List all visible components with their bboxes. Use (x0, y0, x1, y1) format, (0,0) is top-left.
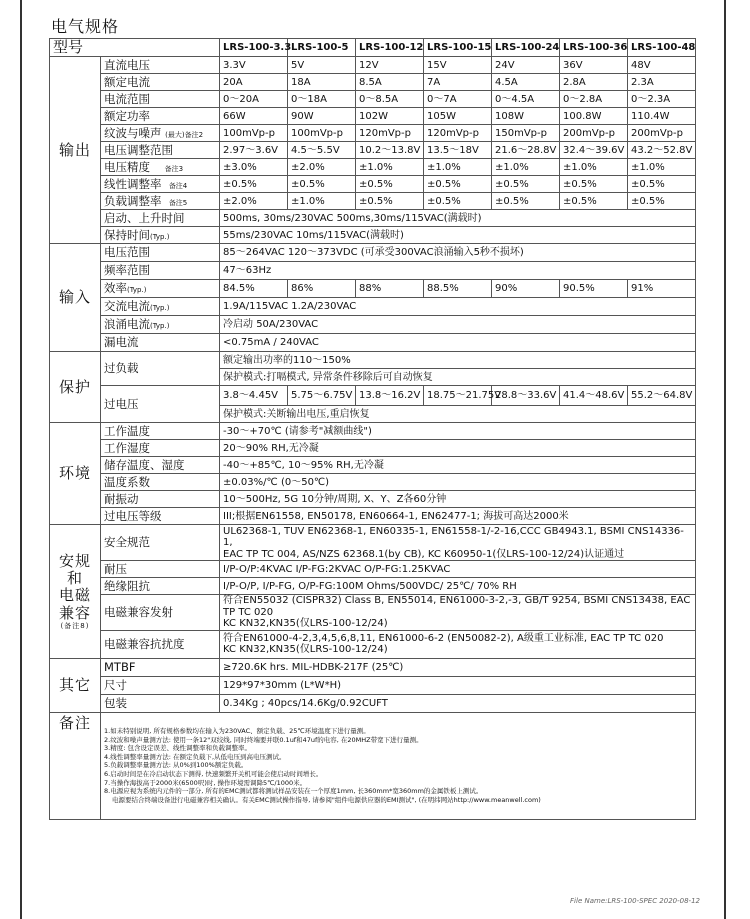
text-line: KC KN32,KN35(仅LRS-100-12/24) (223, 644, 388, 656)
cell: ±0.5% (288, 176, 356, 193)
row-label: 额定电流 (101, 74, 220, 91)
row-label: 电流范围 (101, 91, 220, 108)
cell: ±0.5% (560, 193, 628, 210)
cell-wide: 47～63Hz (220, 262, 696, 280)
cell: 10.2～13.8V (356, 142, 424, 159)
cell: ±0.5% (424, 193, 492, 210)
model-label: 型号 (50, 39, 220, 57)
cell: ±0.5% (628, 193, 696, 210)
cell-wide: 500ms, 30ms/230VAC 500ms,30ms/115VAC(满载时) (220, 210, 696, 227)
cell-wide: <0.75mA / 240VAC (220, 334, 696, 352)
section-environment: 环境 (50, 423, 101, 525)
cell: ±0.5% (492, 176, 560, 193)
label-note: 备注3 (164, 164, 184, 173)
cell: ±0.5% (356, 193, 424, 210)
row-label (101, 176, 220, 193)
cell: 88% (356, 280, 424, 298)
label-text: 交流电流 (104, 299, 150, 314)
row-label: 尺寸 (101, 676, 220, 694)
row-label: 工作温度 (101, 423, 220, 440)
cell: 2.3A (628, 74, 696, 91)
cell: 100.8W (560, 108, 628, 125)
cell: 41.4～48.6V (560, 386, 628, 406)
cell: 13.8～16.2V (356, 386, 424, 406)
text-line: EAC TP TC 004, AS/NZS 62368.1(by CB), KC K60950-1(仅LRS-100-12/24)认证通过 (223, 548, 625, 560)
cell: 91% (628, 280, 696, 298)
row-label: 耐压 (101, 561, 220, 578)
label-text: 纹波与噪声 (104, 125, 162, 140)
cell: ±3.0% (220, 159, 288, 176)
row-label: 直流电压 (101, 57, 220, 74)
cell-wide: I/P-O/P, I/P-FG, O/P-FG:100M Ohms/500VDC/ 25℃/ 70% RH (220, 578, 696, 595)
cell: 0～2.8A (560, 91, 628, 108)
section-protection: 保护 (50, 352, 101, 423)
label-note: (Typ.) (150, 232, 170, 241)
row-label: 储存温度、湿度 (101, 457, 220, 474)
row-label: 包装 (101, 694, 220, 712)
label-text: 效率 (104, 281, 127, 296)
label-note: 备注5 (168, 198, 188, 207)
row-label: 额定功率 (101, 108, 220, 125)
cell: ±2.0% (288, 159, 356, 176)
cell: 18A (288, 74, 356, 91)
cell-wide: 保护模式:关断输出电压,重启恢复 (220, 406, 696, 423)
section-line: 和 (66, 569, 83, 588)
row-label: 漏电流 (101, 334, 220, 352)
row-label: 过电压等级 (101, 508, 220, 525)
cell: ±1.0% (424, 159, 492, 176)
cell: 88.5% (424, 280, 492, 298)
cell: 86% (288, 280, 356, 298)
row-label (101, 159, 220, 176)
cell: 13.5～18V (424, 142, 492, 159)
label-text: 线性调整率 (104, 176, 162, 191)
model-name: LRS-100-24 (492, 39, 560, 57)
cell: 150mVp-p (492, 125, 560, 142)
cell-wide (220, 630, 696, 658)
row-label (101, 298, 220, 316)
cell: 2.8A (560, 74, 628, 91)
note-line: 1.如未特别说明, 所有规格参数均在输入为230VAC、额定负载、25℃环境温度下进行量测。 (104, 727, 370, 736)
file-name-footer: File Name:LRS-100-SPEC 2020-08-12 (570, 897, 700, 905)
cell-wide: 冷启动 50A/230VAC (220, 316, 696, 334)
cell: 90% (492, 280, 560, 298)
row-label: MTBF (101, 658, 220, 676)
row-label: 过电压 (101, 386, 220, 423)
note-line: 2.纹波和噪声量测方法: 使用一条12"双绞线, 同时终端要并联0.1uf和47uf的电容, 在20MHZ带宽下进行量测。 (104, 735, 423, 744)
row-label: 电压调整范围 (101, 142, 220, 159)
cell: 36V (560, 57, 628, 74)
cell: ±0.5% (492, 193, 560, 210)
cell: 18.75～21.75V (424, 386, 492, 406)
row-label (101, 125, 220, 142)
cell: ±1.0% (356, 159, 424, 176)
row-label: 电压范围 (101, 244, 220, 262)
cell: 84.5% (220, 280, 288, 298)
note-line: 5.负载调整率量测方法: 从0%到100%额定负载。 (104, 761, 248, 770)
cell: 0～2.3A (628, 91, 696, 108)
section-notes: 备注 (50, 712, 101, 819)
cell: 24V (492, 57, 560, 74)
row-label: 耐振动 (101, 491, 220, 508)
spec-table (49, 38, 696, 820)
section-line: 电磁 (58, 586, 91, 605)
cell: 120mVp-p (424, 125, 492, 142)
cell-wide: 保护模式:打嗝模式, 异常条件移除后可自动恢复 (220, 369, 696, 386)
section-line: 安规 (58, 551, 91, 570)
section-output: 输出 (50, 57, 101, 244)
cell: 108W (492, 108, 560, 125)
section-input: 输入 (50, 244, 101, 352)
page-title: 电气规格 (51, 17, 120, 36)
note-line: 6.启动时间是在冷启动状态下测得, 快速频繁开关机可能会使启动时间增长。 (104, 770, 323, 779)
section-note: (备注8) (60, 621, 90, 630)
model-name: LRS-100-12 (356, 39, 424, 57)
cell: 90W (288, 108, 356, 125)
cell: 90.5% (560, 280, 628, 298)
cell: 15V (424, 57, 492, 74)
row-label: 频率范围 (101, 262, 220, 280)
cell: 3.8～4.45V (220, 386, 288, 406)
cell: 102W (356, 108, 424, 125)
model-name: LRS-100-15 (424, 39, 492, 57)
cell-wide (220, 525, 696, 561)
cell: 4.5A (492, 74, 560, 91)
section-line: 兼容 (58, 603, 91, 622)
model-name: LRS-100-36 (560, 39, 628, 57)
label-text: 电压精度 (104, 159, 150, 174)
cell: 0～7A (424, 91, 492, 108)
cell-wide: 55ms/230VAC 10ms/115VAC(满载时) (220, 227, 696, 244)
row-label: 启动、上升时间 (101, 210, 220, 227)
cell-wide: ±0.03%/℃ (0～50℃) (220, 474, 696, 491)
cell-wide: I/P-O/P:4KVAC I/P-FG:2KVAC O/P-FG:1.25KVAC (220, 561, 696, 578)
cell: 200mVp-p (560, 125, 628, 142)
section-others: 其它 (50, 658, 101, 712)
cell: 43.2～52.8V (628, 142, 696, 159)
header-row (50, 39, 696, 57)
notes-cell (101, 712, 696, 819)
text-line: 符合EN61000-4-2,3,4,5,6,8,11, EN61000-6-2 (EN50082-2), A级重工业标准, EAC TP TC 020 (223, 632, 664, 644)
text-line: 符合EN55032 (CISPR32) Class B, EN55014, EN61000-3-2,-3, GB/T 9254, BSMI CNS13438, EAC TP TC 020 (223, 595, 691, 618)
row-label (101, 193, 220, 210)
cell: 21.6～28.8V (492, 142, 560, 159)
cell: 12V (356, 57, 424, 74)
label-note: (Typ.) (127, 286, 147, 295)
note-line: 4.线性调整率量测方法: 在额定负载下,从低电压到高电压测试。 (104, 752, 286, 761)
row-label (101, 280, 220, 298)
cell: ±1.0% (560, 159, 628, 176)
cell: 3.3V (220, 57, 288, 74)
section-safety-emc (50, 525, 101, 659)
row-label: 工作湿度 (101, 440, 220, 457)
cell: ±2.0% (220, 193, 288, 210)
cell-wide: 85～264VAC 120～373VDC (可承受300VAC浪涌输入5秒不损坏) (220, 244, 696, 262)
row-label: 安全规范 (101, 525, 220, 561)
cell: 5V (288, 57, 356, 74)
cell-wide: ≥720.6K hrs. MIL-HDBK-217F (25℃) (220, 658, 696, 676)
label-text: 浪涌电流 (104, 317, 150, 332)
cell: 0～20A (220, 91, 288, 108)
cell: ±1.0% (628, 159, 696, 176)
model-name: LRS-100-48 (628, 39, 696, 57)
cell: 32.4～39.6V (560, 142, 628, 159)
cell: 105W (424, 108, 492, 125)
cell: ±0.5% (220, 176, 288, 193)
cell: ±0.5% (628, 176, 696, 193)
cell: 0～8.5A (356, 91, 424, 108)
model-name: LRS-100-3.3 (220, 39, 288, 57)
text-line: UL62368-1, TUV EN62368-1, EN60335-1, EN61558-1/-2-16,CCC GB4943.1, BSMI CNS14336-1, (223, 525, 684, 548)
cell-wide: 10～500Hz, 5G 10分钟/周期, X、Y、Z各60分钟 (220, 491, 696, 508)
note-line: 7.当操作海拔高于2000米(6500呎)时, 操作环境需调降5℃/1000米。 (104, 778, 307, 787)
cell: 20A (220, 74, 288, 91)
cell-wide: 0.34Kg ; 40pcs/14.6Kg/0.92CUFT (220, 694, 696, 712)
cell: 4.5～5.5V (288, 142, 356, 159)
cell: 48V (628, 57, 696, 74)
row-label: 温度系数 (101, 474, 220, 491)
cell-wide: 1.9A/115VAC 1.2A/230VAC (220, 298, 696, 316)
cell: 28.8～33.6V (492, 386, 560, 406)
cell: 8.5A (356, 74, 424, 91)
cell: 2.97～3.6V (220, 142, 288, 159)
note-line: 3.精度: 包含设定误差、线性调整率和负载调整率。 (104, 744, 251, 753)
cell-wide: -30～+70℃ (请参考"减额曲线") (220, 423, 696, 440)
label-text: 负载调整率 (104, 193, 162, 208)
row-label: 绝缘阻抗 (101, 578, 220, 595)
cell-wide: 额定输出功率的110～150% (220, 352, 696, 369)
cell-wide: 129*97*30mm (L*W*H) (220, 676, 696, 694)
cell: 200mVp-p (628, 125, 696, 142)
row-label: 过负载 (101, 352, 220, 386)
cell: ±0.5% (560, 176, 628, 193)
cell: 55.2～64.8V (628, 386, 696, 406)
cell: 110.4W (628, 108, 696, 125)
cell: 100mVp-p (288, 125, 356, 142)
model-name: LRS-100-5 (288, 39, 356, 57)
cell: ±1.0% (288, 193, 356, 210)
cell: 0～18A (288, 91, 356, 108)
label-note: (最大)备注2 (165, 130, 204, 139)
row-label: 电磁兼容发射 (101, 595, 220, 631)
cell: ±1.0% (492, 159, 560, 176)
row-label (101, 227, 220, 244)
cell: ±0.5% (424, 176, 492, 193)
row-label (101, 316, 220, 334)
note-line: 8.电源应视为系统内元件的一部分, 所有的EMC测试都将测试样品安装在一个厚度1mm, 长360mm*宽360mm的金属铁板上测试。 (104, 787, 483, 796)
row-label: 电磁兼容抗扰度 (101, 630, 220, 658)
cell: 66W (220, 108, 288, 125)
text-line: KC KN32,KN35(仅LRS-100-12/24) (223, 618, 388, 630)
label-note: (Typ.) (150, 304, 170, 313)
note-line: 电源要结合终端设备进行电磁兼容相关确认。有关EMC测试操作指导, 请参阅"组件电源供应器的EMI测试", (在明纬网站http://www.meanwell.com) (112, 795, 541, 804)
label-text: 保持时间 (104, 227, 150, 242)
cell: 5.75～6.75V (288, 386, 356, 406)
cell-wide (220, 595, 696, 631)
cell-wide: III;根据EN61558, EN50178, EN60664-1, EN62477-1; 海拔可高达2000米 (220, 508, 696, 525)
cell: 120mVp-p (356, 125, 424, 142)
cell: 0～4.5A (492, 91, 560, 108)
cell: 100mVp-p (220, 125, 288, 142)
label-note: 备注4 (168, 181, 188, 190)
cell-wide: 20～90% RH,无冷凝 (220, 440, 696, 457)
label-note: (Typ.) (150, 322, 170, 331)
cell: 7A (424, 74, 492, 91)
cell: ±0.5% (356, 176, 424, 193)
cell-wide: -40～+85℃, 10～95% RH,无冷凝 (220, 457, 696, 474)
